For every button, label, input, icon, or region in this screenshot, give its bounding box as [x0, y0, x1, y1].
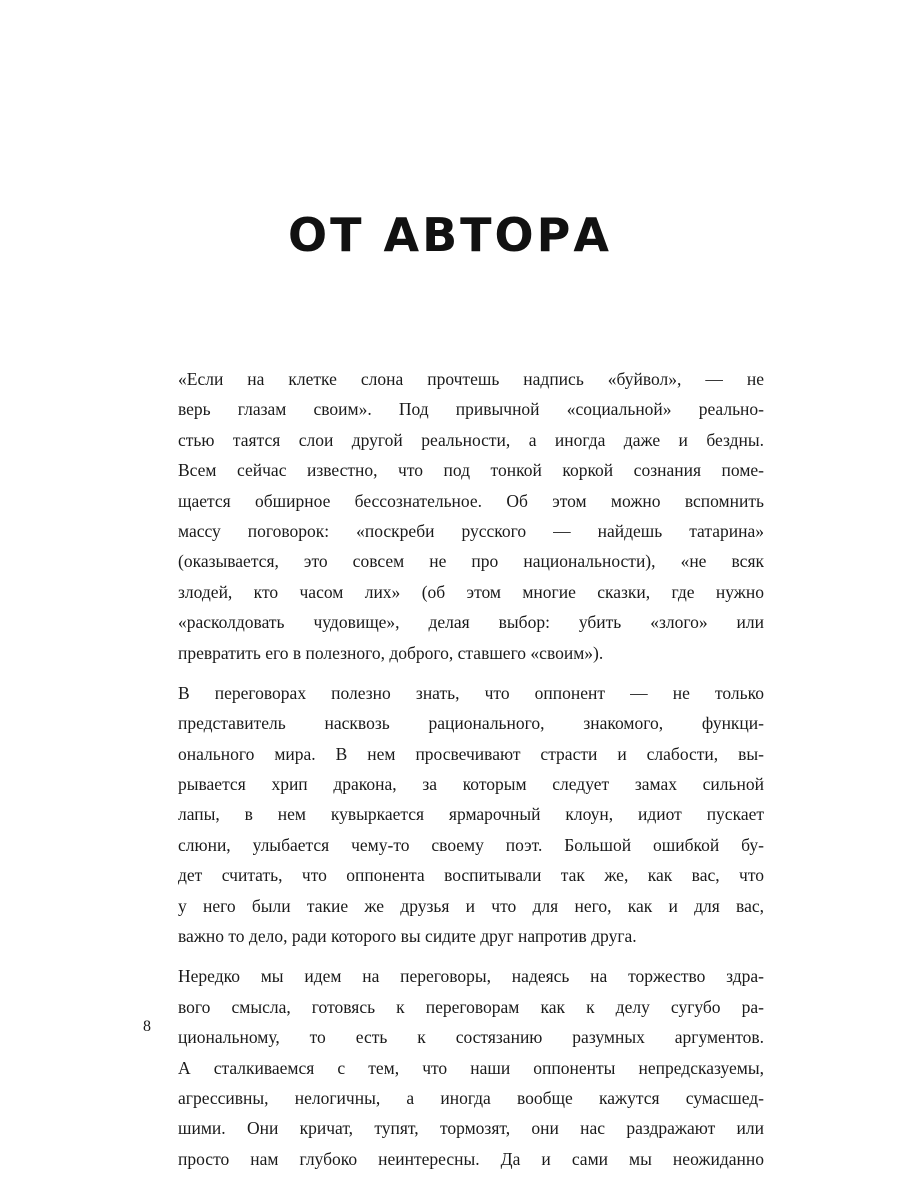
text-line: А сталкиваемся с тем, что наши оппоненты непредсказуемы, [178, 1057, 764, 1078]
text-line: (оказывается, это совсем не про национальности), «не всяк [178, 551, 764, 572]
text-line: стью таятся слои другой реальности, а иногда даже и бездны. [178, 429, 764, 450]
text-line: циональному, то есть к состязанию разумных аргументов. [178, 1027, 764, 1048]
text-line: просто нам глубоко неинтересны. Да и сами мы неожиданно [178, 1148, 764, 1169]
text-line: Всем сейчас известно, что под тонкой коркой сознания поме- [178, 460, 764, 481]
text-line: массу поговорок: «поскреби русского — найдешь татарина» [178, 520, 764, 541]
text-line: лапы, в нем кувыркается ярмарочный клоун, идиот пускает [178, 804, 764, 825]
text-line: представитель насквозь рационального, знакомого, функци- [178, 713, 764, 734]
text-line: Нередко мы идем на переговоры, надеясь на торжество здра- [178, 966, 764, 987]
chapter-heading: ОТ АВТОРА [288, 208, 612, 262]
text-line: злодей, кто часом лих» (об этом многие сказки, где нужно [178, 581, 764, 602]
paragraph [178, 961, 764, 1174]
text-line: дет считать, что оппонента воспитывали так же, как вас, что [178, 865, 764, 886]
text-line: рывается хрип дракона, за которым следует замах сильной [178, 774, 764, 795]
text-line: превратить его в полезного, доброго, ставшего «своим»). [178, 642, 604, 663]
text-line: важно то дело, ради которого вы сидите друг напротив друга. [178, 926, 637, 947]
paragraph [178, 364, 764, 668]
text-line: верь глазам своим». Под привычной «социальной» реально- [178, 399, 764, 420]
text-line: «Если на клетке слона прочтешь надпись «буйвол», — не [178, 369, 764, 389]
text-line: щается обширное бессознательное. Об этом можно вспомнить [178, 490, 764, 511]
text-line: В переговорах полезно знать, что оппонент — не только [178, 682, 764, 703]
text-line: шими. Они кричат, тупят, тормозят, они нас раздражают или [178, 1118, 764, 1139]
text-line: агрессивны, нелогичны, а иногда вообще кажутся сумасшед- [178, 1087, 764, 1108]
page-number: 8 [143, 1018, 151, 1035]
text-line: вого смысла, готовясь к переговорам как к делу сугубо ра- [178, 996, 764, 1017]
text-line: у него были такие же друзья и что для него, как и для вас, [178, 895, 764, 916]
text-line: слюни, улыбается чему-то своему поэт. Большой ошибкой бу- [178, 834, 764, 855]
paragraph [178, 678, 764, 952]
text-line: онального мира. В нем просвечивают страсти и слабости, вы- [178, 743, 764, 764]
text-line: «расколдовать чудовище», делая выбор: убить «злого» или [178, 612, 764, 633]
chapter-body [178, 364, 764, 1174]
